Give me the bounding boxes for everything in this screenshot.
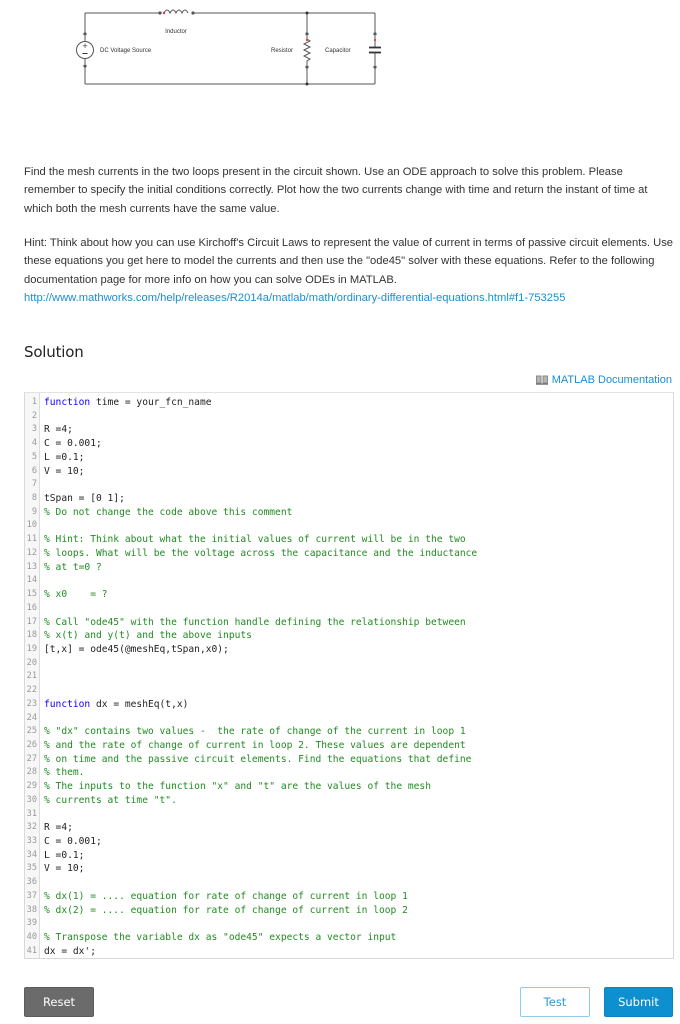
- line-number: 16: [26, 602, 37, 613]
- code-comment: % at t=0 ?: [44, 561, 102, 573]
- code-text: V = 10;: [44, 465, 85, 477]
- code-line[interactable]: [25, 561, 673, 575]
- problem-description: Find the mesh currents in the two loops present in the circuit shown. Use an ODE approach to solve this problem. Please remember to specify the initial conditions correctly. Plot how the two currents change with time and return the instant of time at which both the mesh currents have the same value.: [24, 166, 648, 215]
- line-number: 25: [26, 726, 37, 737]
- code-text: [39, 712, 44, 726]
- code-text: [39, 396, 212, 410]
- line-number: 24: [26, 712, 37, 723]
- code-text: [t,x] = ode45(@meshEq,tSpan,x0);: [44, 643, 229, 655]
- code-text: [39, 519, 44, 533]
- code-line[interactable]: [25, 835, 673, 849]
- capacitor-symbol: [369, 32, 381, 68]
- code-line[interactable]: [25, 876, 673, 890]
- code-comment: % "dx" contains two values - the rate of change of the current in loop 1: [44, 726, 466, 738]
- hint-section: [24, 234, 674, 307]
- code-keyword: function: [44, 397, 91, 408]
- code-comment: % Transpose the variable dx as "ode45" expects a vector input: [44, 932, 397, 944]
- code-text: [39, 602, 44, 616]
- code-line[interactable]: [25, 945, 673, 959]
- reset-button[interactable]: Reset: [24, 987, 94, 1017]
- dc-source-symbol: [77, 32, 94, 67]
- code-line[interactable]: [25, 780, 673, 794]
- line-number: 30: [26, 794, 37, 805]
- line-number: 21: [26, 671, 37, 682]
- line-number: 38: [26, 904, 37, 915]
- code-line[interactable]: [25, 931, 673, 945]
- line-number: 31: [26, 808, 37, 819]
- resistor-label: Resistor: [270, 48, 293, 54]
- code-line[interactable]: [25, 657, 673, 671]
- line-number: 29: [26, 781, 37, 792]
- code-text: R =4;: [44, 822, 73, 834]
- code-comment: % loops. What will be the voltage across the capacitance and the inductance: [44, 547, 478, 559]
- code-line[interactable]: [25, 533, 673, 547]
- code-line[interactable]: [25, 410, 673, 424]
- line-number: 28: [26, 767, 37, 778]
- line-number: 2: [31, 410, 37, 421]
- line-number: 26: [26, 739, 37, 750]
- code-line[interactable]: [25, 766, 673, 780]
- code-text: R =4;: [44, 424, 73, 436]
- matlab-documentation-link[interactable]: [536, 374, 672, 386]
- code-line[interactable]: [25, 862, 673, 876]
- line-number: 23: [26, 698, 37, 709]
- code-text: dx = dx';: [44, 945, 96, 957]
- code-line[interactable]: [25, 890, 673, 904]
- code-comment: % them.: [44, 767, 85, 779]
- code-line[interactable]: [25, 753, 673, 767]
- book-icon: [536, 375, 548, 385]
- line-number: 22: [26, 685, 37, 696]
- line-number: 34: [26, 849, 37, 860]
- code-line[interactable]: [25, 821, 673, 835]
- svg-text:+: +: [82, 42, 88, 50]
- line-number: 15: [26, 589, 37, 600]
- code-comment: % x0 = ?: [44, 589, 108, 601]
- line-number: 4: [31, 438, 37, 449]
- code-line[interactable]: [25, 574, 673, 588]
- line-number: 27: [26, 753, 37, 764]
- code-editor[interactable]: [24, 392, 674, 959]
- code-line[interactable]: [25, 917, 673, 931]
- code-text: [39, 808, 44, 822]
- code-comment: % dx(2) = .... equation for rate of change of current in loop 2: [44, 904, 408, 916]
- code-line[interactable]: [25, 465, 673, 479]
- line-number: 35: [26, 863, 37, 874]
- line-number: 11: [26, 534, 37, 545]
- code-line[interactable]: [25, 519, 673, 533]
- code-text: [39, 478, 44, 492]
- code-line[interactable]: [25, 437, 673, 451]
- inductor-symbol: [158, 10, 194, 15]
- code-line[interactable]: [25, 739, 673, 753]
- code-line[interactable]: [25, 547, 673, 561]
- test-button[interactable]: Test: [520, 987, 590, 1017]
- code-line[interactable]: [25, 643, 673, 657]
- line-number: 41: [26, 945, 37, 956]
- code-comment: % The inputs to the function "x" and "t" are the values of the mesh: [44, 781, 431, 793]
- matlab-documentation-label: MATLAB Documentation: [551, 374, 672, 386]
- code-line[interactable]: [25, 725, 673, 739]
- code-text: [39, 657, 44, 671]
- code-text: time = your_fcn_name: [90, 397, 212, 408]
- code-line[interactable]: [25, 698, 673, 712]
- line-number: 7: [31, 479, 37, 490]
- line-number: 37: [26, 890, 37, 901]
- code-line[interactable]: [25, 396, 673, 410]
- line-number: 3: [31, 424, 37, 435]
- code-comment: % and the rate of change of current in loop 2. These values are dependent: [44, 739, 466, 751]
- code-text: [39, 917, 44, 931]
- code-text: dx = meshEq(t,x): [90, 698, 189, 710]
- circuit-diagram: [60, 0, 390, 100]
- code-line[interactable]: [25, 684, 673, 698]
- line-number: 5: [31, 451, 37, 462]
- code-line[interactable]: [25, 904, 673, 918]
- code-line[interactable]: [25, 808, 673, 822]
- code-text: [39, 574, 44, 588]
- line-number: 32: [26, 822, 37, 833]
- line-number: 9: [31, 506, 37, 517]
- code-text: C = 0.001;: [44, 438, 102, 450]
- line-number: 20: [26, 657, 37, 668]
- code-comment: % on time and the passive circuit elements. Find the equations that define: [44, 753, 472, 765]
- code-lines: [25, 396, 673, 958]
- solution-heading: Solution: [24, 343, 84, 361]
- code-text: L =0.1;: [44, 451, 85, 463]
- line-number: 10: [26, 520, 37, 531]
- code-text: [39, 876, 44, 890]
- code-line[interactable]: [25, 629, 673, 643]
- code-comment: % Do not change the code above this comment: [44, 506, 293, 518]
- code-keyword: function: [44, 698, 91, 710]
- line-number: 14: [26, 575, 37, 586]
- code-text: L =0.1;: [44, 849, 85, 861]
- capacitor-label: Capacitor: [325, 48, 351, 54]
- code-line[interactable]: [25, 616, 673, 630]
- line-number: 39: [26, 918, 37, 929]
- code-line[interactable]: [25, 423, 673, 437]
- inductor-label: Inductor: [165, 29, 187, 35]
- code-line[interactable]: [25, 794, 673, 808]
- line-number: 17: [26, 616, 37, 627]
- line-number: 33: [26, 836, 37, 846]
- code-line[interactable]: [25, 588, 673, 602]
- code-text: C = 0.001;: [44, 836, 102, 847]
- code-text: [39, 684, 44, 698]
- code-line[interactable]: [25, 670, 673, 684]
- code-line[interactable]: [25, 712, 673, 726]
- code-line[interactable]: [25, 506, 673, 520]
- code-text: tSpan = [0 1];: [44, 493, 125, 505]
- code-text: V = 10;: [44, 863, 85, 875]
- line-number: 13: [26, 561, 37, 572]
- code-comment: % dx(1) = .... equation for rate of change of current in loop 1: [44, 890, 408, 902]
- code-line[interactable]: [25, 849, 673, 863]
- dc-source-label: DC Voltage Source: [100, 48, 152, 54]
- line-number: 12: [26, 547, 37, 558]
- code-line[interactable]: [25, 602, 673, 616]
- code-text: [39, 670, 44, 684]
- line-number: 8: [31, 493, 37, 504]
- code-comment: % x(t) and y(t) and the above inputs: [44, 630, 252, 642]
- line-number: 19: [26, 643, 37, 654]
- submit-button[interactable]: Submit: [604, 987, 673, 1017]
- line-number: 36: [26, 877, 37, 888]
- code-text: [39, 410, 44, 424]
- ode-documentation-link[interactable]: http://www.mathworks.com/help/releases/R2014a/matlab/math/ordinary-differential-equations.html#f1-753255: [24, 291, 566, 304]
- code-line[interactable]: [25, 451, 673, 465]
- code-comment: % currents at time "t".: [44, 794, 177, 806]
- code-text: [39, 698, 188, 712]
- hint-text: Hint: Think about how you can use Kirchoff's Circuit Laws to represent the value of current in terms of passive circuit elements. Use these equations you get here to model the currents and then use the "ode45" solver with these equations. Refer to the following documentation page for more info on how you can solve ODEs in MATLAB.: [24, 237, 674, 286]
- line-number: 1: [31, 397, 37, 407]
- line-number: 40: [26, 932, 37, 943]
- code-comment: % Call "ode45" with the function handle defining the relationship between: [44, 616, 466, 628]
- code-comment: % Hint: Think about what the initial values of current will be in the two: [44, 534, 466, 546]
- line-number: 6: [31, 465, 37, 476]
- code-line[interactable]: [25, 478, 673, 492]
- line-number: 18: [26, 630, 37, 641]
- code-line[interactable]: [25, 492, 673, 506]
